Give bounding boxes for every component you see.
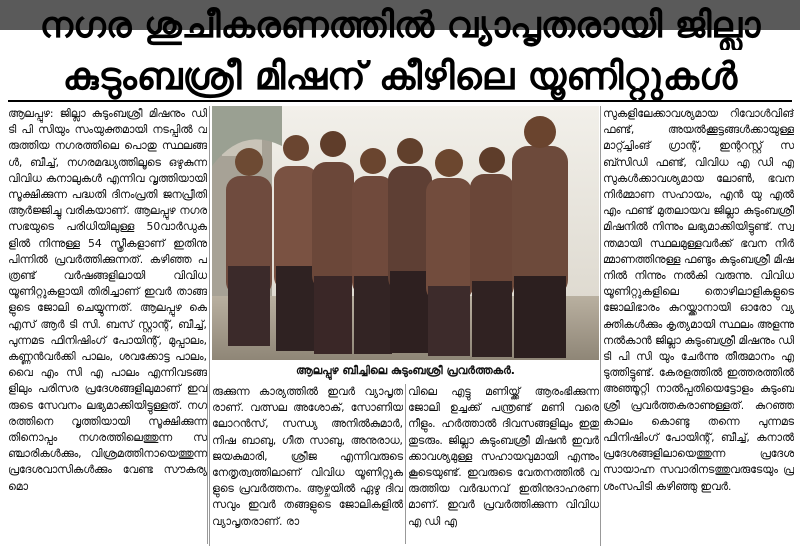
photo-group-of-women xyxy=(212,106,599,360)
article-text-col1: ആലപ്പുഴ: ജില്ലാ കുടുംബശ്രീ മിഷനും ഡി ടി പി സിയും സംയുക്തമായി നടപ്പിൽ വരുത്തിയ നഗരത്തിലെ പൊതു സ്ഥലങ്ങൾ, ബീച്ച്, നഗരമദ്ധ്യത്തിലൂടെ ഒഴുകുന്ന വിവിധ കനാലുകൾ എന്നിവ വൃത്തിയായി സൂക്ഷിക്കുന്ന പദ്ധതി ദിനംപ്രതി ജനപ്രീതി ആർജ്ജിച്ചു വരികയാണ്. ആലപ്പുഴ നഗരസഭയുടെ പരിധിയിലുള്ള 50വാർഡുകളിൽ നിന്നുള്ള 54 സ്ത്രീകളാണ് ഇതിനു പിന്നിൽ പ്രവർത്തിക്കുന്നത്. കഴിഞ്ഞ പത്രണ്ട് വർഷങ്ങളിലായി വിവിധ യൂണിറ്റുകളായി തിരിച്ചാണ് ഇവർ താങ്ങളുടെ ജോലി ചെയ്യുന്നത്. ആലപ്പുഴ കെ എസ് ആർ ടി സി. ബസ് സ്റ്റാന്റ്, ബീച്ച്, പുന്നമട ഫിനിഷിംഗ് പോയിന്റ്, മുപ്പാലം, കണ്ണൻവർക്കി പാലം, ശവക്കോട്ട പാലം, വൈ എം സി എ പാലം എന്നിവടങ്ങളിലും പരിസര പ്രദേശങ്ങളിലുമാണ് ഇവരുടെ സേവനം ലഭ്യമാക്കിയിട്ടുള്ളത്. നഗരത്തിനെ വൃത്തിയായി സൂക്ഷിക്കുന്നതിനൊപ്പം നഗരത്തിലെത്തുന്ന സഞ്ചാരികൾക്കും, വിശ്രമത്തിനായെത്തുന്ന പ്രദേശവാസികൾക്കും വേണ്ട സൗകര്യമൊ xyxy=(8,107,207,493)
column-divider xyxy=(600,106,601,546)
column-divider xyxy=(207,384,208,544)
article-text-col3: വിലെ എട്ടു മണിയ്ക്ക് ആരംഭിക്കുന്ന ജോലി ഉച്ചക്ക് പന്ത്രണ്ട് മണി വരെ നീളും. ഹർത്താൽ ദിവസങ്ങളിലും ഇതു തുടരും. ജില്ലാ കുടുംബശ്രീ മിഷൻ ഇവർക്കാവശ്യമുള്ള സഹായവുമായി എന്നും കൂടെയുണ്ട്. ഇവരുടെ വേതനത്തിൽ വരുത്തിയ വർദ്ധനവ് ഇതിനുദാഹരണമാണ്. ഇവർ പ്രവർത്തിക്കുന്ന വിവിധ എ ഡി എ xyxy=(408,385,599,528)
headline-line-1: നഗര ശുചീകരണത്തിൽ വ്യാപൃതരായി ജില്ലാ xyxy=(39,5,761,46)
article-column-3 xyxy=(408,384,599,544)
article-column-4 xyxy=(603,106,794,546)
article-column-2 xyxy=(212,384,403,544)
column-divider xyxy=(209,106,210,546)
article-text-col2: രുക്കുന്ന കാര്യത്തിൽ ഇവർ വ്യാപൃതരാണ്. വത്സല അശോക്, സോണിയ ലോറൻസ്, സന്ധ്യ അനിൽകുമാർ, നിഷ ബാബു, ഗീത സാബു, അനുരാധ, ജയകുമാരി, ശ്രീജ എന്നിവരുടെ നേതൃത്വത്തിലാണ് വിവിധ യൂണിറ്റുകളുടെ പ്രവർത്തനം. ആഴ്ചയിൽ ഏഴു ദിവസവും ഇവർ തങ്ങളുടെ ജോലികളിൽ വ്യാപൃതരാണ്. രാ xyxy=(212,385,403,528)
photo-caption: ആലപ്പുഴ ബീച്ചിലെ കുടുംബശ്രീ പ്രവർത്തകർ. xyxy=(296,364,515,377)
column-divider xyxy=(405,384,406,544)
headline-line-2: കുടുംബശ്രീ മിഷന് കീഴിലെ യൂണിറ്റുകൾ xyxy=(62,54,738,98)
article-text-col4: സുകളിലേക്കാവശ്യമായ റിവോൾവിങ് ഫണ്ട്, അയൽക്കൂട്ടങ്ങൾക്കായുള്ള മാറ്റ്ച്ചിംങ് ഗ്രാന്റ്, ഇന്ററസ്റ്റ് സബ്സിഡി ഫണ്ട്, വിവിധ എ ഡി എസുകൾക്കാവശ്യമായ ലോൺ, ഭവന നിർമ്മാണ സഹായം, എൻ യു എൽ എം ഫണ്ട് മുതലായവ ജില്ലാ കുടുംബശ്രീ മിഷനിൽ നിന്നും ലഭ്യമാക്കിയിട്ടുണ്ട്. സ്വന്തമായി സ്ഥലമുള്ളവർക്ക് ഭവന നിർമ്മാണത്തിനുള്ള ഫണ്ടും കുടുംബശ്രീ മിഷനിൽ നിന്നും നൽകി വരുന്നു. വിവിധ യൂണിറ്റുകളിലെ തൊഴിലാളികളുടെ ജോലിഭാരം കുറയ്ക്കാനായി ഓരോ വ്യക്തികൾക്കും കൃത്യമായി സ്ഥലം അളന്നു നൽകാൻ ജില്ലാ കുടുംബശ്രീ മിഷനും ഡി ടി പി സി യും ചേർന്നു തീരുമാനം എടുത്തിട്ടുണ്ട്. കേരളത്തിൽ ഇത്തരത്തിൽ അഞ്ഞൂറ്റി നാൽപ്പതിയെട്ടോളം കുടുംബശ്രീ പ്രവർത്തകരാണുള്ളത്. കുറഞ്ഞകാലം കൊണ്ടു തന്നെ പുന്നമട ഫിനിഷിംഗ് പോയിന്റ്, ബീച്ച്, കനാൽ പ്രദേശങ്ങളിലായെത്തുന്ന പ്രദേശ സായാഹ്ന സവാരിനടത്തുവരുടേയും പ്രശംസപിടി കഴിഞ്ഞു ഇവർ. xyxy=(603,107,794,493)
headline-rule xyxy=(8,100,792,102)
news-photo xyxy=(212,106,599,360)
article-column-1 xyxy=(8,106,207,546)
